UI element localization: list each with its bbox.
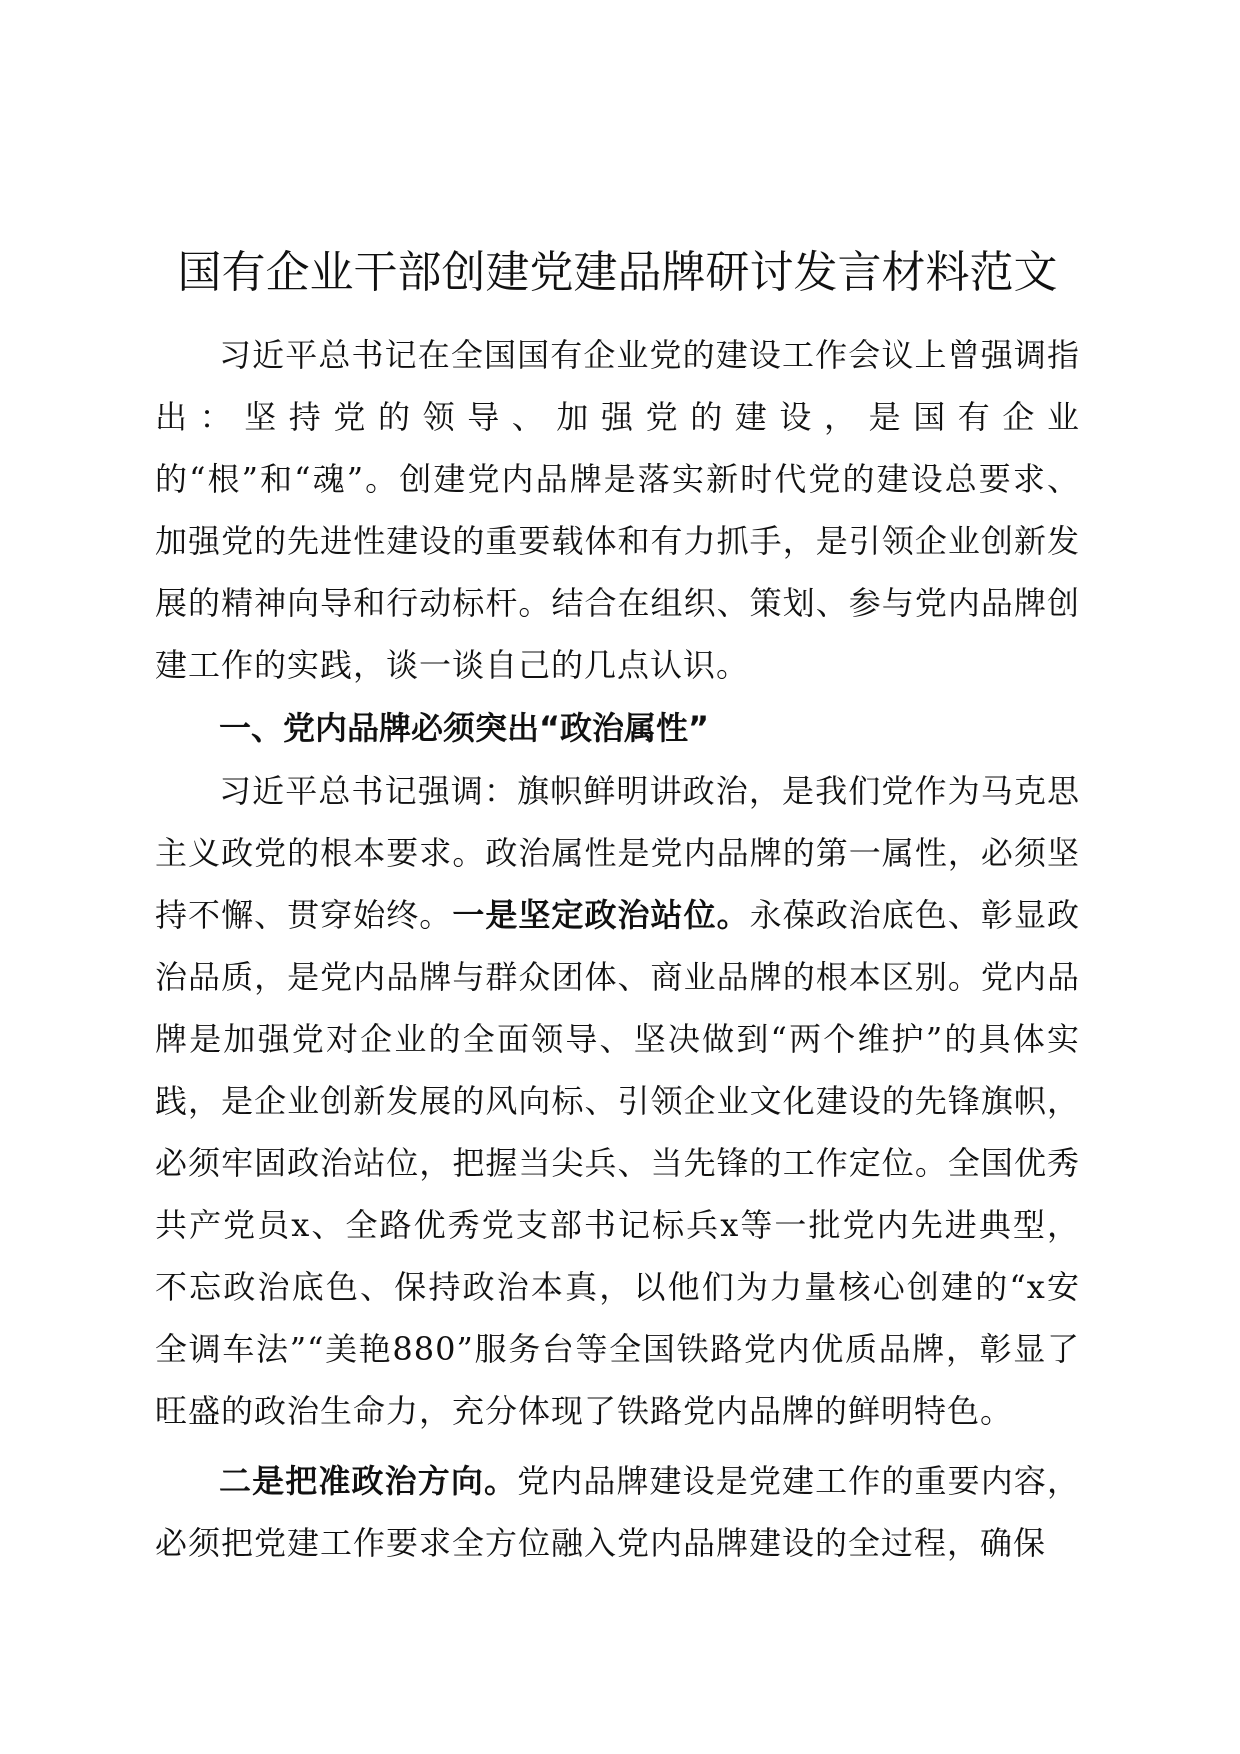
intro-paragraph: 习近平总书记在全国国有企业党的建设工作会议上曾强调指出：坚持党的领导、加强党的建设，是国有企业的“根”和“魂”。创建党内品牌是落实新时代党的建设总要求、加强党的先进性建设的重要载体和有力抓手，是引领企业创新发展的精神向导和行动标杆。结合在组织、策划、参与党内品牌创建工作的实践，谈一谈自己的几点认识。 [155, 336, 1080, 684]
bold-lead-phrase: 一是坚定政治站位。 [452, 896, 750, 934]
paragraph-gap [155, 1442, 1080, 1450]
section1-paragraph-2 [155, 1450, 1080, 1574]
document-body [155, 238, 1080, 1574]
paragraph-text: 永葆政治底色、彰显政治品质，是党内品牌与群众团体、商业品牌的根本区别。党内品牌是加强党对企业的全面领导、坚决做到“两个维护”的具体实践，是企业创新发展的风向标、引领企业文化建设的先锋旗帜，必须牢固政治站位，把握当尖兵、当先锋的工作定位。全国优秀共产党员x、全路优秀党支部书记标兵x等一批党内先进典型，不忘政治底色、保持政治本真，以他们为力量核心创建的“x安全调车法”“美艳880”服务台等全国铁路党内优质品牌，彰显了旺盛的政治生命力，充分体现了铁路党内品牌的鲜明特色。 [155, 896, 1080, 1430]
section1-paragraph-1 [155, 760, 1080, 1442]
document-title: 国有企业干部创建党建品牌研讨发言材料范文 [177, 247, 1058, 298]
paragraph-text: 党内品牌建设是党建工作的重要内容，必须把党建工作要求全方位融入党内品牌建设的全过程，确保 [155, 1462, 1080, 1562]
paragraph-text: 习近平总书记强调：旗帜鲜明讲政治，是我们党作为马克思主义政党的根本要求。政治属性是党内品牌的第一属性，必须坚持不懈、贯穿始终。 [155, 772, 1080, 934]
bold-lead-phrase: 二是把准政治方向。 [219, 1462, 518, 1500]
section-heading: 一、党内品牌必须突出“政治属性” [219, 709, 710, 747]
